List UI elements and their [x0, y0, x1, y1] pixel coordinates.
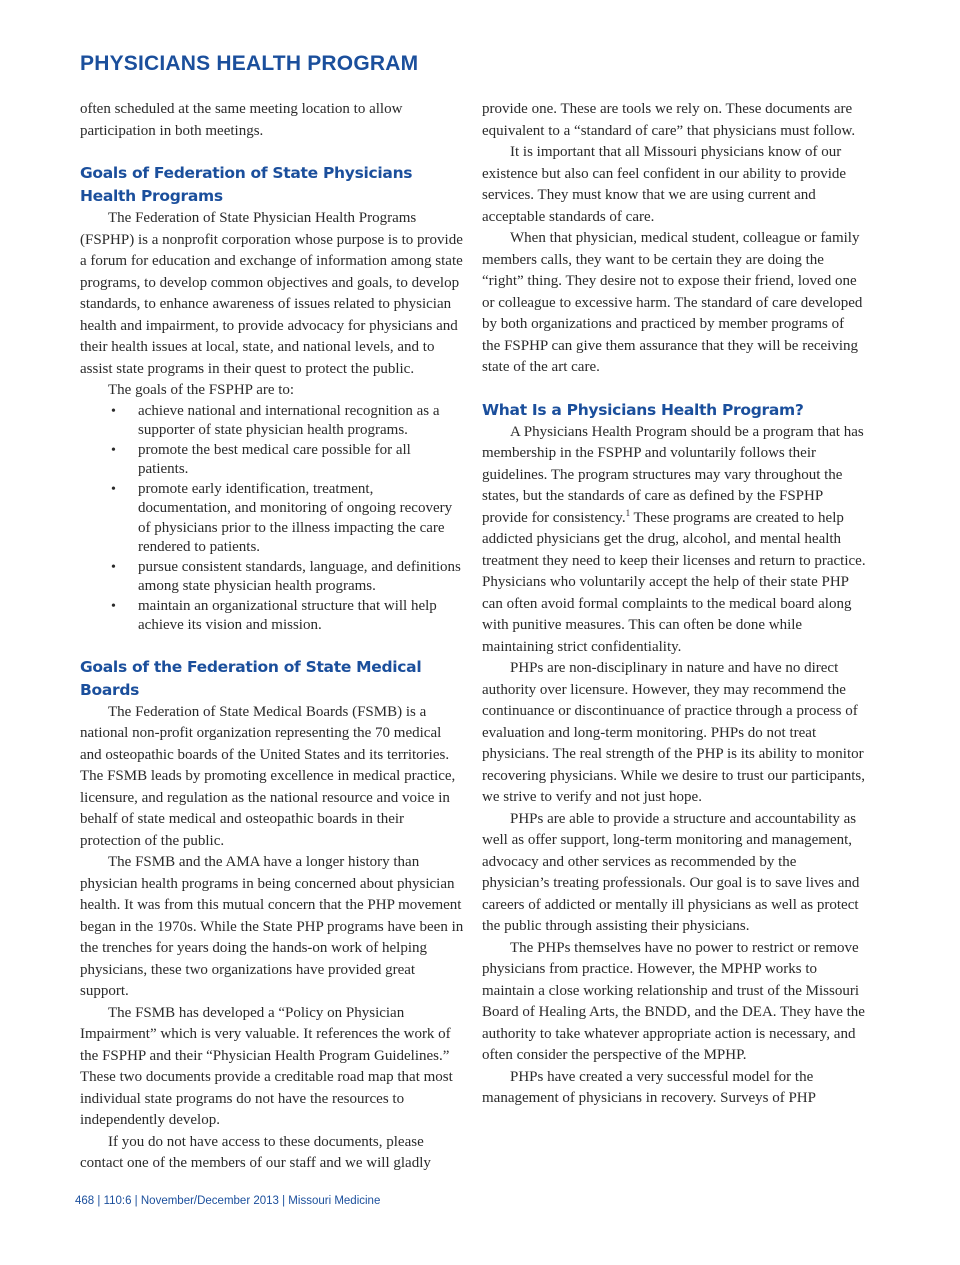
paragraph: When that physician, medical student, colleague or family members calls, they want to be certain they are doing the “right” thing. They desire not to expose their friend, loved one or colleague to excessive harm. The standard of care developed by both organizations and practiced by member programs of the FSPHP can give them assurance that they will be receiving state of the art care. — [482, 230, 863, 375]
left-column — [80, 99, 464, 1175]
paragraph: The FSMB has developed a “Policy on Physician Impairment” which is very valuable. It references the work of the FSPHP and their “Physician Health Program Guidelines.” These two documents provide a creditable road map that most individual state programs do not have the resources to independently develop. — [80, 1004, 453, 1128]
list-item: • achieve national and international recognition as a supporter of state physician health programs. — [111, 402, 440, 438]
paragraph: provide one. These are tools we rely on. These documents are equivalent to a “standard of care” that physicians must follow. — [482, 101, 856, 139]
section-heading: What Is a Physicians Health Program? — [482, 400, 804, 419]
list-item: • pursue consistent standards, language, and definitions among state physician health programs. — [111, 558, 461, 594]
paragraph: PHPs are non-disciplinary in nature and have no direct authority over licensure. However, they may recommend the continuance or discontinuance of practice through a process of evaluation and long-term monitoring. PHPs do not treat physicians. The real strength of the PHP is its ability to monitor recovering physicians. While we desire to trust our participants, we strive to verify and not just hope. — [482, 660, 865, 805]
list-item: • maintain an organizational structure that will help achieve its vision and mission. — [111, 597, 437, 633]
section-heading: Goals of Federation of State Physicians Health Programs — [80, 164, 413, 205]
page-footer: 468 | 110:6 | November/December 2013 | Missouri Medicine — [75, 1195, 381, 1207]
list-item: • promote early identification, treatment, documentation, and monitoring of ongoing recovery of physicians prior to the illness impacting the care rendered to patients. — [111, 480, 453, 555]
section-heading: Goals of the Federation of State Medical Boards — [80, 657, 422, 699]
footnote-ref: 1 — [625, 507, 631, 518]
list-item: • promote the best medical care possible for all patients. — [111, 441, 411, 477]
paragraph: PHPs are able to provide a structure and accountability as well as offer support, long-term monitoring and management, advocacy and other services as recommended by the physician’s treating professionals. Our goal is to save lives and careers of addicted or mentally ill physicians as well as protect the public through assisting their physicians. — [482, 810, 860, 934]
paragraph: often scheduled at the same meeting location to allow participation in both meetings. — [80, 101, 403, 139]
paragraph: PHPs have created a very successful model for the management of physicians in recovery. Surveys of PHP — [482, 1068, 816, 1106]
paragraph: The PHPs themselves have no power to restrict or remove physicians from practice. However, the MPHP works to maintain a close working relationship and trust of the Missouri Board of Healing Arts, the BNDD, and the DEA. They have the authority to take whatever appropriate action is necessary, and often consider the perspective of the MPHP. — [482, 939, 865, 1063]
paragraph: The goals of the FSPHP are to: — [108, 382, 295, 398]
paragraph: If you do not have access to these documents, please contact one of the members of our staff and we will gladly — [80, 1133, 431, 1171]
paragraph: It is important that all Missouri physicians know of our existence but also can feel confident in our ability to provide services. They must know that we are using current and acceptable standards of care. — [482, 144, 847, 225]
paragraph: The FSMB and the AMA have a longer history than physician health programs in being concerned about physician health. It was from this mutual concern that the PHP movement began in the 1970s. While the State PHP programs have been in the trenches for years doing the hands-on work of helping physicians, these two organizations have provided great support. — [80, 854, 464, 999]
paragraph: The Federation of State Physician Health Programs (FSPHP) is a nonprofit corporation whose purpose is to provide a forum for education and exchange of information among state programs, to develop common objectives and goals, to develop standards, to enhance awareness of issues related to physician health and impairment, to provide advocacy for physicians and their health issues at local, state, and national levels, and to assist state programs in their quest to protect the public. — [80, 210, 463, 377]
goals-list — [80, 402, 464, 636]
paragraph: The Federation of State Medical Boards (FSMB) is a national non-profit organization representing the 70 medical and osteopathic boards of the United States and its territories. The FSMB leads by promoting excellence in medical practice, licensure, and regulation as the national resource and voice in behalf of state medical and osteopathic boards in their protection of the public. — [80, 703, 456, 849]
paragraph: A Physicians Health Program should be a program that has membership in the FSPHP and voluntarily follows their guidelines. The program structures may vary throughout the states, but the standards of care as defined by the FSPHP provide for consistency.$^1$ These programs are created to help addicted physicians get the drug, alcohol, and mental health treatment they need to keep their licenses and return to practice. Physicians who voluntarily accept the help of their state PHP can often avoid formal complaints to the medical board along with punitive measures. This can often be done while maintaining strict confidentiality. — [482, 423, 866, 655]
bullet-icon: • — [111, 442, 116, 458]
right-column — [482, 99, 866, 1110]
bullet-icon: • — [111, 559, 116, 575]
bullet-icon: • — [111, 598, 116, 614]
bullet-icon: • — [111, 403, 116, 419]
page-header: PHYSICIANS HEALTH PROGRAM — [80, 52, 419, 75]
bullet-icon: • — [111, 481, 116, 497]
